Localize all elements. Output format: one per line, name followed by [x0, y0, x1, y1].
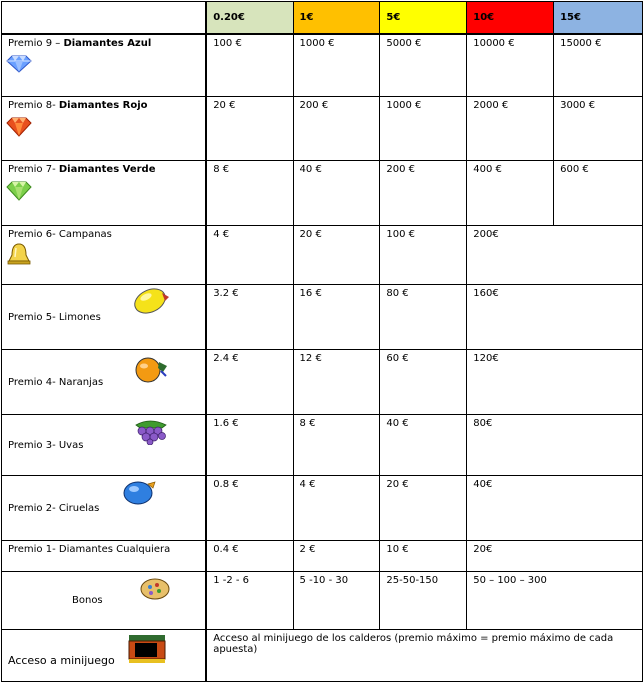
prize-cell: 1.6 € — [206, 415, 293, 476]
prize-label-cell — [2, 285, 207, 350]
prize-cell: 4 € — [206, 226, 293, 285]
prize-cell: 1000 € — [380, 97, 467, 161]
prize-cell: 15000 € — [554, 34, 643, 97]
header-col-5: 5€ — [380, 2, 467, 34]
prize-cell: 200€ — [467, 226, 643, 285]
prize-row — [2, 97, 643, 161]
prize-label: Premio 5- Limones — [8, 311, 101, 323]
lemon-icon — [132, 287, 172, 315]
prize-label-cell — [2, 161, 207, 226]
bonus-cell: 50 – 100 – 300 — [467, 572, 643, 630]
prize-cell: 3000 € — [554, 97, 643, 161]
prize-cell: 10 € — [380, 541, 467, 572]
prize-row — [2, 415, 643, 476]
prize-row — [2, 285, 643, 350]
prize-cell: 10000 € — [467, 34, 554, 97]
bonus-label-cell — [2, 572, 207, 630]
prize-row — [2, 34, 643, 97]
prize-cell: 5000 € — [380, 34, 467, 97]
prize-label-cell — [2, 34, 207, 97]
prize-cell: 40 € — [293, 161, 380, 226]
red-diamond-icon — [6, 117, 32, 137]
prize-cell: 2.4 € — [206, 350, 293, 415]
prize-cell: 20€ — [467, 541, 643, 572]
bell-icon — [6, 242, 32, 266]
prize-cell: 80€ — [467, 415, 643, 476]
prize-label: Premio 6- Campanas — [8, 229, 112, 240]
prize-label-name: Diamantes Rojo — [58, 100, 148, 111]
prize-label-cell — [2, 226, 207, 285]
prize-cell: 120€ — [467, 350, 643, 415]
minigame-label-cell — [2, 630, 207, 682]
orange-icon — [132, 354, 172, 384]
prize-row — [2, 161, 643, 226]
prize-cell: 40€ — [467, 476, 643, 541]
header-col-0-20: 0.20€ — [206, 2, 293, 34]
plum-icon — [120, 478, 160, 506]
prize-cell: 200 € — [293, 97, 380, 161]
prize-cell: 8 € — [206, 161, 293, 226]
prize-cell: 20 € — [380, 476, 467, 541]
prize-cell: 80 € — [380, 285, 467, 350]
header-empty-cell — [2, 2, 207, 34]
prize-cell: 8 € — [293, 415, 380, 476]
prize-cell: 20 € — [206, 97, 293, 161]
bonus-row — [2, 572, 643, 630]
prize-cell: 1000 € — [293, 34, 380, 97]
prize-cell: 0.8 € — [206, 476, 293, 541]
prize-row — [2, 350, 643, 415]
prize-cell: 2 € — [293, 541, 380, 572]
prize-cell: 100 € — [380, 226, 467, 285]
prize-cell: 100 € — [206, 34, 293, 97]
prize-label-prefix: Premio 8- — [8, 100, 59, 111]
header-col-1: 1€ — [293, 2, 380, 34]
prize-label-cell — [2, 97, 207, 161]
prize-row — [2, 226, 643, 285]
prize-label-name: Diamantes Verde — [58, 164, 156, 175]
prize-label-name: Diamantes Azul — [63, 37, 152, 49]
blue-diamond-icon — [6, 55, 32, 73]
bonus-cell: 5 -10 - 30 — [293, 572, 380, 630]
minigame-cauldron-icon — [127, 633, 167, 665]
prize-cell: 2000 € — [467, 97, 554, 161]
prize-label-cell — [2, 415, 207, 476]
prize-cell: 3.2 € — [206, 285, 293, 350]
header-row — [2, 2, 643, 34]
prize-table — [1, 1, 643, 682]
prize-label-cell — [2, 350, 207, 415]
prize-label-cell — [2, 541, 207, 572]
prize-label: Premio 4- Naranjas — [8, 376, 104, 388]
bonus-cell: 25-50-150 — [380, 572, 467, 630]
prize-label-cell — [2, 476, 207, 541]
prize-cell: 400 € — [467, 161, 554, 226]
prize-label-prefix: Premio 9 – — [8, 37, 64, 49]
header-col-10: 10€ — [467, 2, 554, 34]
prize-row — [2, 541, 643, 572]
prize-cell: 16 € — [293, 285, 380, 350]
prize-cell: 160€ — [467, 285, 643, 350]
minigame-description: Acceso al minijuego de los calderos (premio máximo = premio máximo de cada apuesta) — [206, 630, 642, 682]
minigame-row — [2, 630, 643, 682]
prize-cell: 200 € — [380, 161, 467, 226]
prize-label: Premio 3- Uvas — [8, 439, 84, 451]
prize-cell: 12 € — [293, 350, 380, 415]
bonus-cell: 1 -2 - 6 — [206, 572, 293, 630]
prize-cell: 40 € — [380, 415, 467, 476]
prize-cell: 0.4 € — [206, 541, 293, 572]
prize-row — [2, 476, 643, 541]
prize-cell: 20 € — [293, 226, 380, 285]
bonus-icon — [137, 574, 173, 602]
prize-label: Premio 2- Ciruelas — [8, 502, 100, 514]
header-col-15: 15€ — [554, 2, 643, 34]
minigame-label: Acceso a minijuego — [8, 654, 115, 667]
bonus-label: Bonos — [72, 595, 103, 606]
prize-cell: 60 € — [380, 350, 467, 415]
prize-label-prefix: Premio 7- — [8, 164, 59, 175]
prize-cell: 600 € — [554, 161, 643, 226]
prize-cell: 4 € — [293, 476, 380, 541]
green-diamond-icon — [6, 181, 32, 201]
prize-label: Premio 1- Diamantes Cualquiera — [8, 544, 171, 555]
grapes-icon — [132, 417, 172, 445]
